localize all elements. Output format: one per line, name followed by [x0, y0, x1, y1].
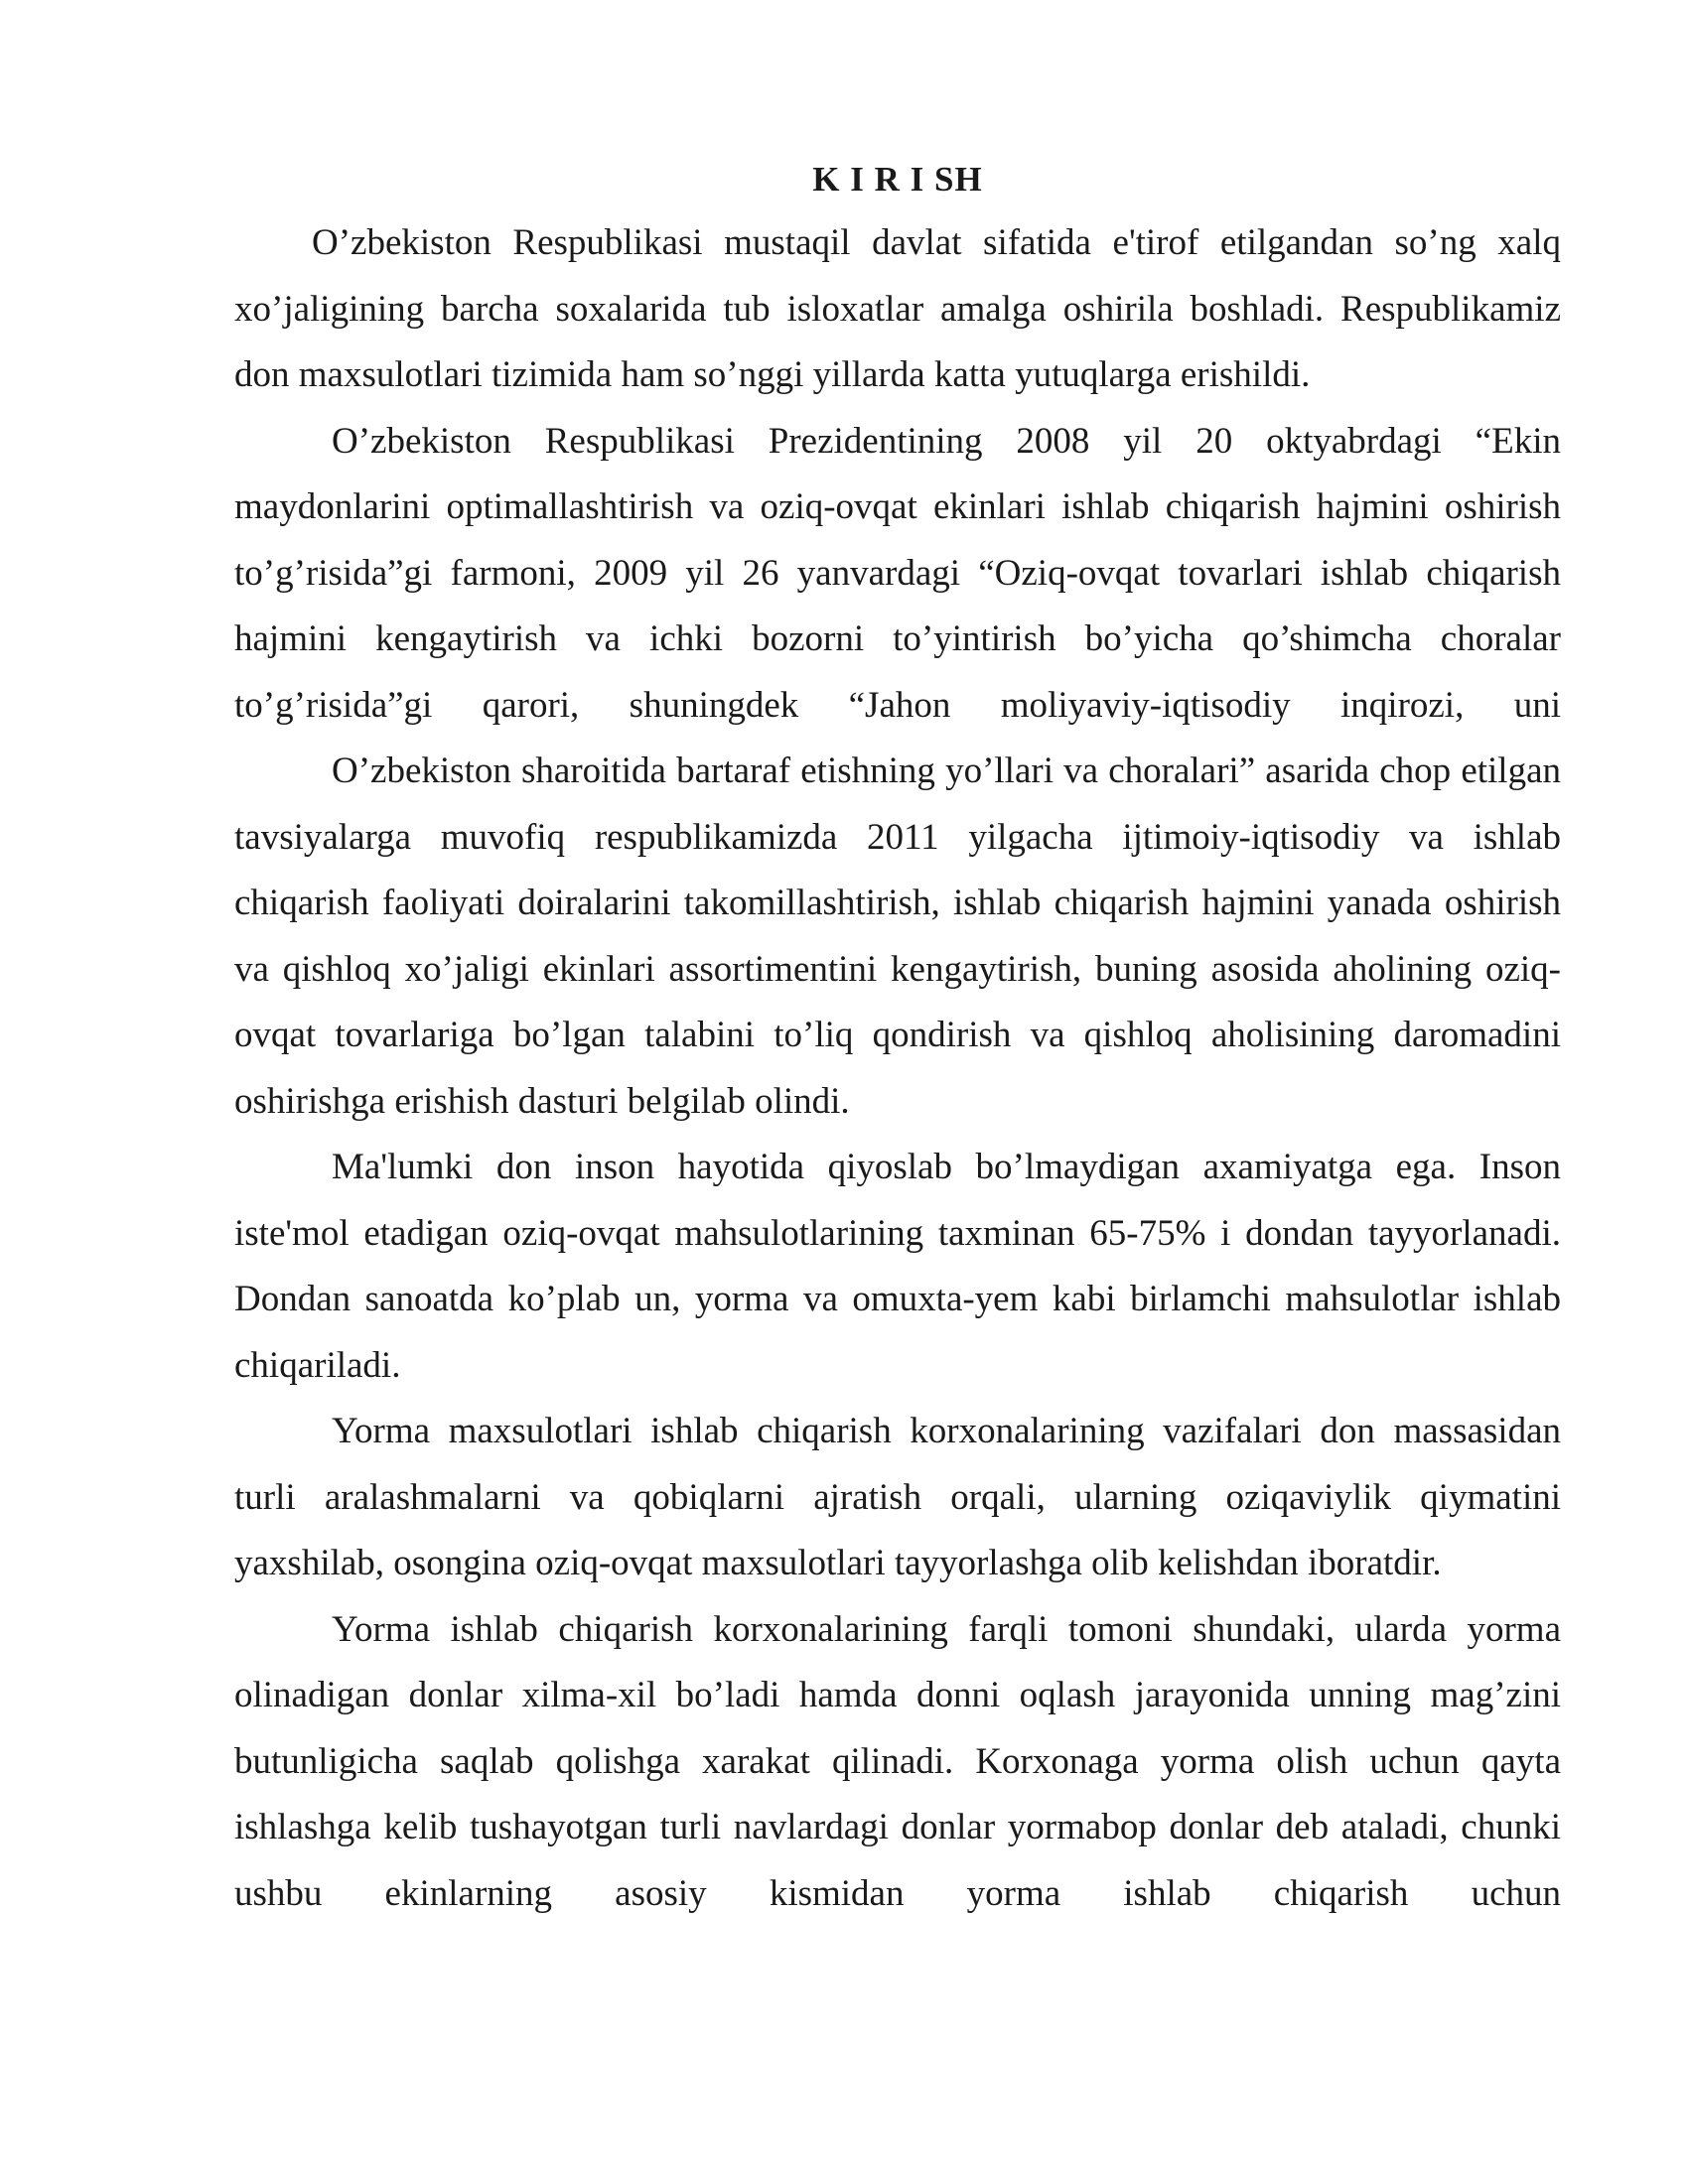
paragraph-1: O’zbekiston Respublikasi mustaqil davlat sifatida e'tirof etilgandan so’ng xalq xo’jaligining barcha soxalarida tub isloxatlar amalga oshirila boshladi. Respublikamiz don maxsulotlari tizimida ham so’nggi yillarda katta yutuqlarga erishildi. — [234, 222, 1561, 395]
paragraph-6: Yorma ishlab chiqarish korxonalarining farqli tomoni shundaki, ularda yorma olinadigan donlar xilma-xil bo’ladi hamda donni oqlash jarayonida unning mag’zini butunligicha saqlab qolishga xarakat qilinadi. Korxonaga yorma olish uchun qayta ishlashga kelib tushayotgan turli navlardagi donlar yormabop donlar deb ataladi, chunki ushbu ekinlarning asosiy kismidan yorma ishlab chiqarish uchun — [234, 1608, 1561, 1914]
paragraph-2: O’zbekiston Respublikasi Prezidentining 2008 yil 20 oktyabrdagi “Ekin maydonlarini optimallashtirish va oziq-ovqat ekinlari ishlab chiqarish hajmini oshirish to’g’risida”gi farmoni, 2009 yil 26 yanvardagi “Oziq-ovqat tovarlari ishlab chiqarish hajmini kengaytirish va ichki bozorni to’yintirish bo’yicha qo’shimcha choralar to’g’risida”gi qarori, shuningdek “Jahon moliyaviy-iqtisodiy inqirozi, uni — [234, 420, 1561, 726]
document-body — [234, 149, 1561, 1927]
paragraph-4: Ma'lumki don inson hayotida qiyoslab bo’lmaydigan axamiyatga ega. Inson iste'mol etadigan oziq-ovqat mahsulotlarining taxminan 65-75% i dondan tayyorlanadi. Dondan sanoatda ko’plab un, yorma va omuxta-yem kabi birlamchi mahsulotlar ishlab chiqariladi. — [234, 1147, 1561, 1386]
paragraph-5: Yorma maxsulotlari ishlab chiqarish korxonalarining vazifalari don massasidan turli aralashmalarni va qobiqlarni ajratish orqali, ularning oziqaviylik qiymatini yaxshilab, osongina oziq-ovqat maxsulotlari tayyorlashga olib kelishdan iboratdir. — [234, 1411, 1561, 1583]
document-title: K I R I SH — [812, 160, 983, 199]
paragraph-3: O’zbekiston sharoitida bartaraf etishning yo’llari va choralari” asarida chop etilgan tavsiyalarga muvofiq respublikamizda 2011 yilgacha ijtimoiy-iqtisodiy va ishlab chiqarish faoliyati doiralarini takomillashtirish, ishlab chiqarish hajmini yanada oshirish va qishloq xo’jaligi ekinlari assortimentini kengaytirish, buning asosida aholining oziq-ovqat tovarlariga bo’lgan talabini to’liq qondirish va qishloq aholisining daromadini oshirishga erishish dasturi belgilab olindi. — [234, 751, 1561, 1122]
